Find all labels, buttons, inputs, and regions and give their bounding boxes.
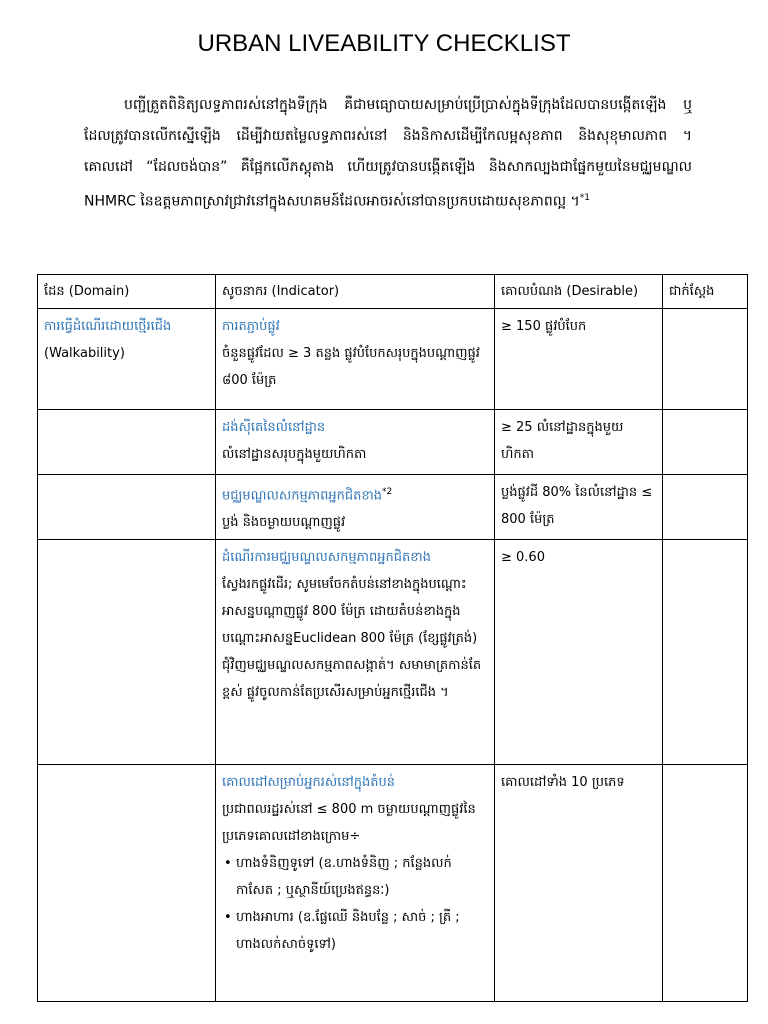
header-desirable: គោលបំណង (Desirable): [495, 275, 663, 309]
destination-list: [222, 850, 488, 958]
domain-cell: [38, 309, 216, 410]
indicator-title: គោលដៅសម្រាប់អ្នករស់នៅក្នុងតំបន់: [222, 775, 396, 790]
indicator-description: ស្វែងរកផ្លូវដើរ; សូមមេចែកតំបន់នៅខាងក្នុងបណ្តោះអាសន្នបណ្តាញផ្លូវ 800 ម៉ែត្រ ដោយតំបន់ខាងក្នុង បណ្តោះអាសន្នEuclidean 800 ម៉ែត្រ (ខ្សែផ្លូវត្រង់) ជុំវិញមជ្ឈមណ្ឌលសកម្មភាពសង្កាត់។ សមាមាត្រកាន់តែខ្ពស់ ផ្លូវចូលកាន់តែប្រសើរសម្រាប់អ្នកថ្មើរជើង ។: [222, 577, 482, 700]
list-item: • ហាងទំនិញទូទៅ (ឧ.ហាងទំនិញ ; កន្លែងលក់កាសែត ; ឬស្ថានីយ៍ប្រេងឥន្ធនៈ): [222, 850, 488, 904]
domain-name-en: (Walkability): [44, 346, 125, 361]
indicator-title: ការតភ្ជាប់ផ្លូវ: [222, 319, 280, 334]
indicator-cell: [216, 765, 495, 1002]
indicator-cell: [216, 410, 495, 475]
list-item: • ហាងអាហារ (ឧ.ផ្លែឈើ និងបន្លែ ; សាច់ ; ត្រី ; ហាងលក់សាច់ទូទៅ): [222, 904, 488, 958]
table-header-row: [38, 275, 748, 309]
header-domain: ដែន (Domain): [38, 275, 216, 309]
actual-cell[interactable]: [663, 410, 748, 475]
table-row: [38, 475, 748, 540]
indicator-title: មជ្ឈមណ្ឌលសកម្មភាពអ្នកជិតខាង: [222, 488, 383, 504]
intro-footnote: *1: [579, 193, 590, 203]
table-row: [38, 410, 748, 475]
intro-paragraph: [84, 90, 692, 218]
indicator-description: ចំនួនផ្លូវដែល ≥ 3 តន្លង ផ្លូវបំបែកសរុបក្នុងបណ្តាញផ្លូវ ៨00 ម៉ែត្រ: [222, 346, 480, 388]
domain-cell: [38, 410, 216, 475]
indicator-description: ប្រជាពលរដ្ឋរស់នៅ ≤ 800 m ចម្ងាយបណ្តាញផ្លូវនៃប្រភេទគោលដៅខាងក្រោម÷: [222, 802, 476, 844]
table-row: [38, 765, 748, 1002]
checklist-table: [37, 274, 748, 1002]
desirable-cell: ≥ 25 លំនៅដ្ឋានក្នុងមួយហិកតា: [495, 410, 663, 475]
desirable-cell: ប្លង់ផ្លូវដី 80% នៃលំនៅដ្ឋាន ≤ 800 ម៉ែត្រ: [495, 475, 663, 540]
table-row: [38, 540, 748, 765]
header-indicator: សូចនាករ (Indicator): [216, 275, 495, 309]
header-actual: ជាក់ស្តែង: [663, 275, 748, 309]
domain-name-km: ការធ្វើដំណើរដោយថ្មើរជើង: [44, 319, 172, 334]
indicator-description: លំនៅដ្ឋានសរុបក្នុងមួយហិកតា: [222, 447, 367, 462]
actual-cell[interactable]: [663, 540, 748, 765]
domain-cell: [38, 765, 216, 1002]
indicator-footnote: *2: [382, 487, 393, 497]
desirable-cell: គោលដៅទាំង 10 ប្រភេទ: [495, 765, 663, 1002]
actual-cell[interactable]: [663, 309, 748, 410]
desirable-cell: ≥ 0.60: [495, 540, 663, 765]
indicator-description: ប្លង់ និងចម្ងាយបណ្តាញផ្លូវ: [222, 515, 346, 531]
actual-cell[interactable]: [663, 475, 748, 540]
intro-text: បញ្ជីត្រួតពិនិត្យលទ្ធភាពរស់នៅក្នុងទីក្រុង គឺជាមធ្យោបាយសម្រាប់ប្រើប្រាស់ក្នុងទីក្រុងដែលបានបង្កើតឡើង ឬដែលត្រូវបានលើកស្នើឡើង ដើម្បីវាយតម្លៃលទ្ធភាពរស់នៅ និងនិកាសដើម្បីកែលម្អសុខភាព និងសុខុមាលភាព ។ គោលដៅ “ដែលចង់បាន” គឺផ្អែកលើភស្តុតាង ហើយត្រូវបានបង្កើតឡើង និងសាកល្បងជាផ្នែកមួយនៃមជ្ឈមណ្ឌល NHMRC នៃឧត្តមភាពស្រាវជ្រាវនៅក្នុងសហគមន៍ដែលអាចរស់នៅបានប្រកបដោយសុខភាពល្អ ។: [84, 97, 692, 210]
indicator-cell: [216, 540, 495, 765]
indicator-cell: [216, 309, 495, 410]
desirable-cell: ≥ 150 ផ្លូវបំបែក: [495, 309, 663, 410]
domain-cell: [38, 540, 216, 765]
table-row: [38, 309, 748, 410]
domain-cell: [38, 475, 216, 540]
indicator-title: ដំណើរការមជ្ឈមណ្ឌលសកម្មភាពអ្នកជិតខាង: [222, 550, 431, 565]
indicator-title: ដង់ស៊ីតេនៃលំនៅដ្ឋាន: [222, 420, 326, 435]
actual-cell[interactable]: [663, 765, 748, 1002]
page-title: URBAN LIVEABILITY CHECKLIST: [197, 30, 571, 57]
indicator-cell: [216, 475, 495, 540]
